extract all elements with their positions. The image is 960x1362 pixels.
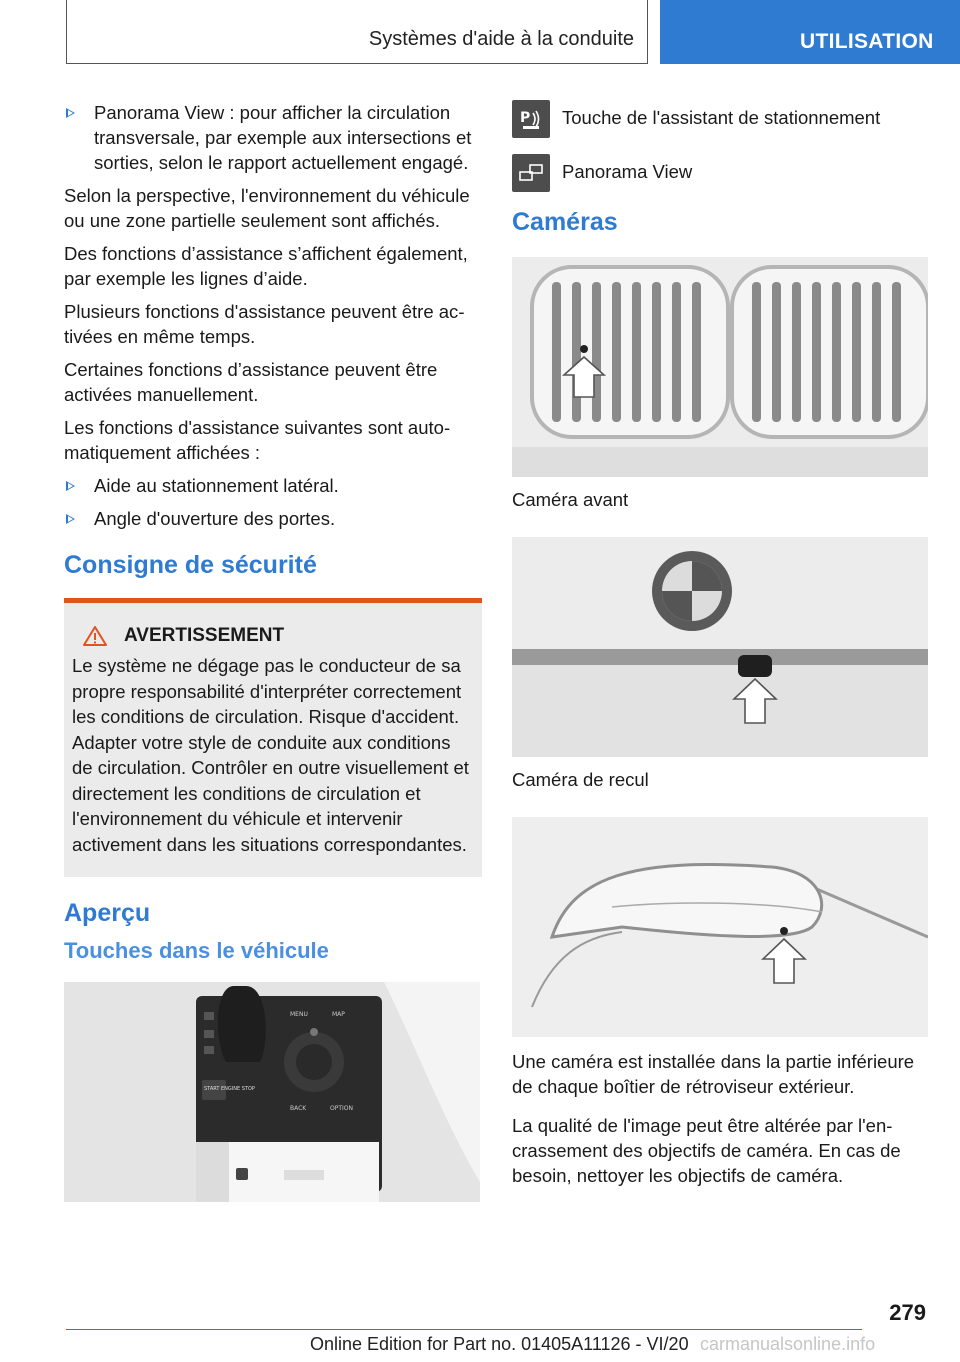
right-column [512, 100, 928, 1196]
warning-text: Le système ne dégage pas le conducteur de sa propre responsabilité d'interpréter correctement les conditions de circulation. Risque d'accident. Adapter votre style de conduite aux conditions de circulation. Contrôler en outre visuellement et directement les conditions de circulation et l'environnement du véhicule et intervenir activement dans les situations correspondantes. [72, 655, 469, 855]
bullet-triangle-icon [66, 108, 75, 118]
paragraph: Une caméra est installée dans la partie inférieure de chaque boîtier de rétroviseur extérieur. [512, 1051, 915, 1097]
console-image [64, 982, 480, 1202]
bullet-triangle-icon [66, 481, 75, 491]
paragraph: Certaines fonctions d’assistance peuvent être activées manuellement. [64, 359, 438, 405]
figure-caption: Caméra de recul [512, 769, 649, 790]
bullet-item: Aide au stationnement latéral. [64, 473, 482, 498]
footer-rule [66, 1329, 862, 1330]
overview-heading: Aperçu [64, 899, 151, 927]
paragraph: Plusieurs fonctions d'assistance peuvent être activées en même temps. [64, 301, 465, 347]
warning-title: AVERTISSEMENT [124, 625, 285, 646]
page-number: 279 [889, 1300, 926, 1325]
rear-camera-image [512, 537, 928, 757]
key-legend-item [512, 100, 928, 138]
key-label: Touche de l'assistant de stationnement [562, 107, 881, 128]
warning-triangle-icon [82, 625, 108, 647]
console-label: START ENGINE STOP [204, 1086, 255, 1092]
mirror-camera-image [512, 817, 928, 1037]
paragraph: Des fonctions d’assistance s’affichent également, par exemple les lignes d’aide. [64, 243, 468, 289]
console-label: OPTION [330, 1105, 353, 1112]
cameras-heading: Caméras [512, 208, 618, 236]
chapter-tab: UTILISATION [660, 0, 960, 64]
warning-box [64, 598, 482, 877]
left-column [64, 100, 482, 1202]
buttons-heading: Touches dans le véhicule [64, 938, 329, 963]
panorama-view-icon [512, 154, 550, 192]
paragraph: La qualité de l'image peut être altérée par l'encrassement des objectifs de caméra. En cas de besoin, nettoyer les objectifs de caméra. [512, 1115, 901, 1186]
console-drawing [64, 982, 480, 1202]
bullet-item: Panorama View : pour afficher la circulation transversale, par exemple aux intersections et sorties, selon le rapport actuellement engagé. [64, 100, 482, 175]
safety-heading: Consigne de sécurité [64, 551, 317, 579]
footer-edition: Online Edition for Part no. 01405A11126 - VI/20 [310, 1334, 689, 1354]
figure-caption: Caméra avant [512, 489, 629, 510]
section-title: Systèmes d'aide à la conduite [368, 28, 634, 50]
watermark: carmanualsonline.info [700, 1334, 876, 1354]
bullet-triangle-icon [66, 514, 75, 524]
front-camera-image [512, 257, 928, 477]
paragraph: Les fonctions d'assistance suivantes sont automatiquement affichées : [64, 417, 451, 463]
bullet-item: Angle d'ouverture des portes. [64, 506, 482, 531]
paragraph: Selon la perspective, l'environnement du véhicule ou une zone partielle seulement sont affichés. [64, 185, 470, 231]
key-label: Panorama View [562, 161, 693, 182]
key-legend-item [512, 154, 928, 192]
console-label: MENU [290, 1011, 308, 1018]
console-label: MAP [332, 1011, 345, 1018]
console-label: BACK [290, 1105, 307, 1112]
parking-assistant-icon [512, 100, 550, 138]
svg-text:P: P [520, 110, 531, 126]
